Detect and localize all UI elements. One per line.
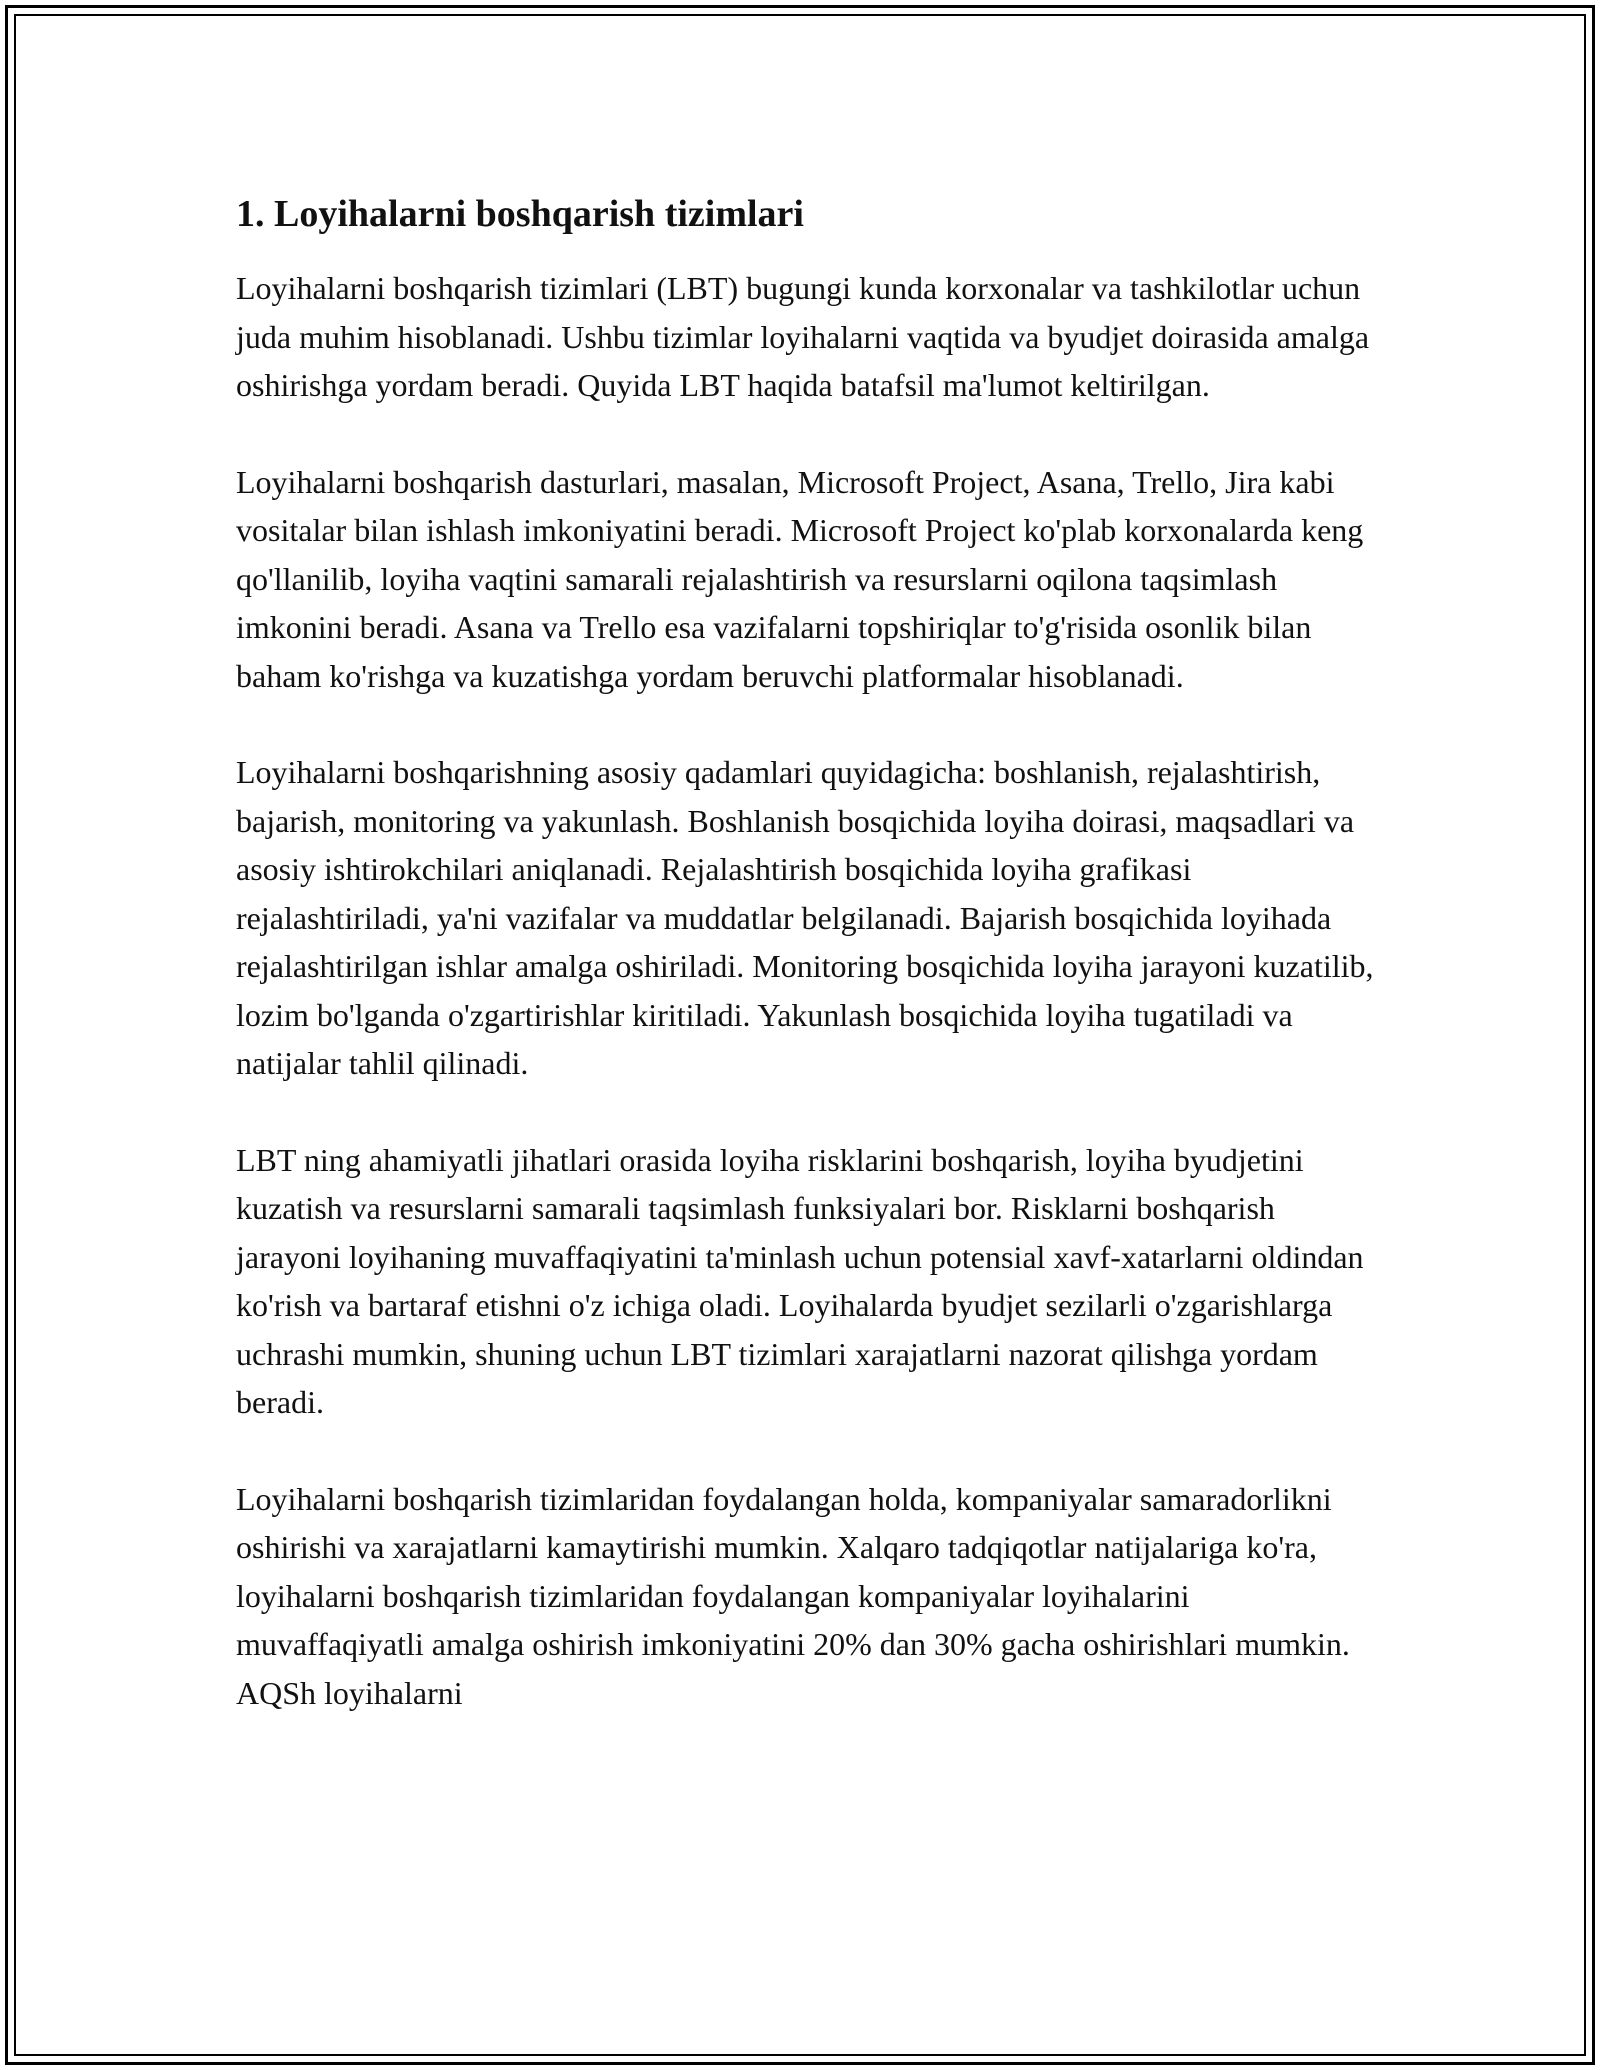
paragraph-benefits: Loyihalarni boshqarish tizimlaridan foydalangan holda, kompaniyalar samaradorlikni oshirishi va xarajatlarni kamaytirishi mumkin. Xalqaro tadqiqotlar natijalariga ko'ra, loyihalarni boshqarish tizimlaridan foydalangan kompaniyalar loyihalarini muvaffaqiyatli amalga oshirish imkoniyatini 20% dan 30% gacha oshirishlari mumkin. AQSh loyihalarni	[236, 1480, 1350, 1711]
paragraph-software: Loyihalarni boshqarish dasturlari, masalan, Microsoft Project, Asana, Trello, Jira kabi vositalar bilan ishlash imkoniyatini beradi. Microsoft Project ko'plab korxonalarda keng qo'llanilib, loyiha vaqtini samarali rejalashtirish va resurslarni oqilona taqsimlash imkonini beradi. Asana va Trello esa vazifalarni topshiriqlar to'g'risida osonlik bilan baham ko'rishga va kuzatishga yordam beruvchi platformalar hisoblanadi.	[236, 463, 1364, 694]
paragraph-stages: Loyihalarni boshqarishning asosiy qadamlari quyidagicha: boshlanish, rejalashtirish, bajarish, monitoring va yakunlash. Boshlanish bosqichida loyiha doirasi, maqsadlari va asosiy ishtirokchilari aniqlanadi. Rejalashtirish bosqichida loyiha grafikasi rejalashtiriladi, ya'ni vazifalar va muddatlar belgilanadi. Bajarish bosqichida loyihada rejalashtirilgan ishlar amalga oshiriladi. Monitoring bosqichida loyiha jarayoni kuzatilib, lozim bo'lganda o'zgartirishlar kiritiladi. Yakunlash bosqichida loyiha tugatiladi va natijalar tahlil qilinadi.	[236, 754, 1374, 1081]
document-body	[236, 190, 1376, 1765]
paragraph-risks: LBT ning ahamiyatli jihatlari orasida loyiha risklarini boshqarish, loyiha byudjetini kuzatish va resurslarni samarali taqsimlash funksiyalari bor. Risklarni boshqarish jarayoni loyihaning muvaffaqiyatini ta'minlash uchun potensial xavf-xatarlarni oldindan ko'rish va bartaraf etishni o'z ichiga oladi. Loyihalarda byudjet sezilarli o'zgarishlarga uchrashi mumkin, shuning uchun LBT tizimlari xarajatlarni nazorat qilishga yordam beradi.	[236, 1141, 1364, 1420]
paragraph-intro: Loyihalarni boshqarish tizimlari (LBT) bugungi kunda korxonalar va tashkilotlar uchun juda muhim hisoblanadi. Ushbu tizimlar loyihalarni vaqtida va byudjet doirasida amalga oshirishga yordam beradi. Quyida LBT haqida batafsil ma'lumot keltirilgan.	[236, 270, 1370, 403]
section-heading: 1. Loyihalarni boshqarish tizimlari	[236, 193, 804, 235]
